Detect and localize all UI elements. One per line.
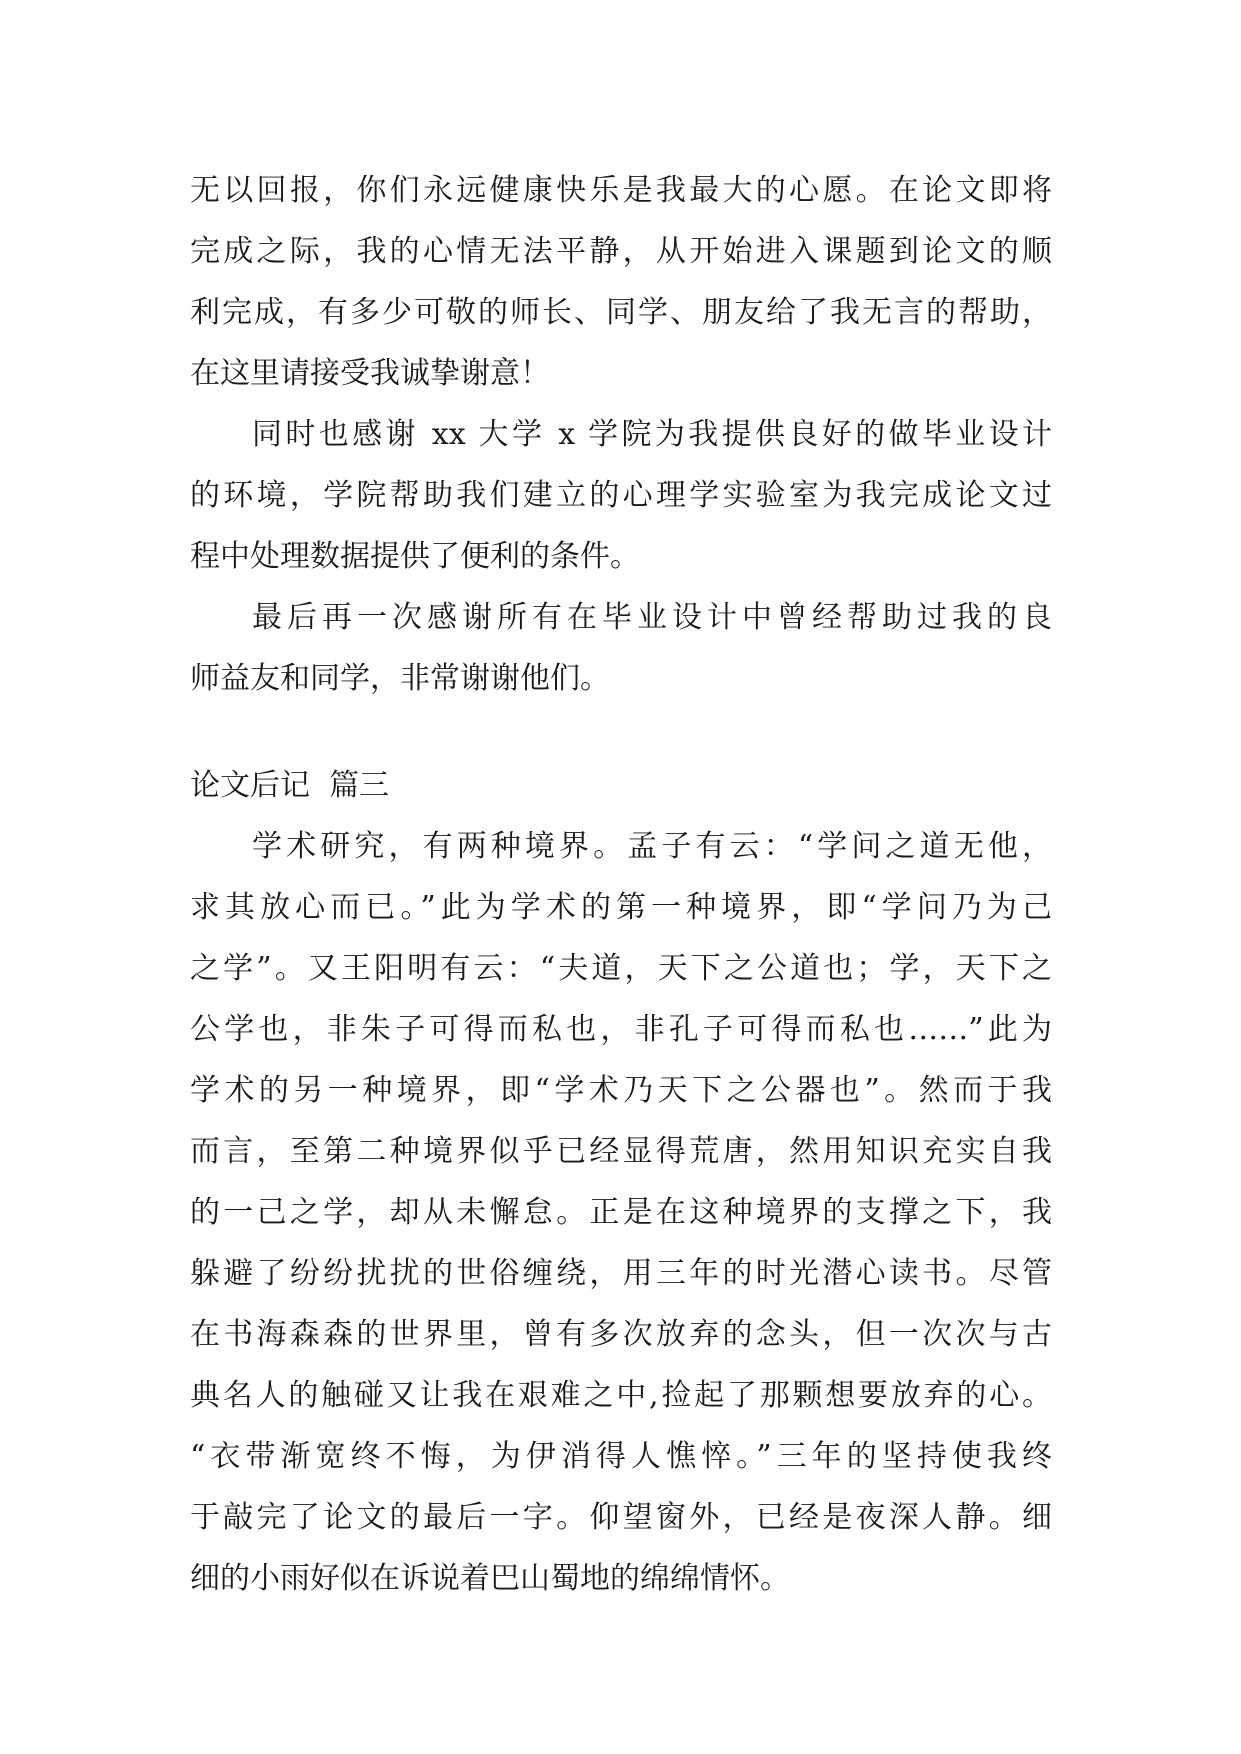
text-line: 同时也感谢 xx 大学 x 学院为我提供良好的做毕业设计 bbox=[252, 417, 1052, 452]
text-line: 之学”。又王阳明有云：“夫道，天下之公道也；学，天下之 bbox=[190, 951, 1052, 986]
text-line: 细的小雨好似在诉说着巴山蜀地的绵绵情怀。 bbox=[190, 1561, 790, 1596]
text-line: 完成之际，我的心情无法平静，从开始进入课题到论文的顺 bbox=[190, 234, 1052, 269]
text-line: 在这里请接受我诚挚谢意！ bbox=[190, 356, 550, 391]
text-line: 在书海森森的世界里，曾有多次放弃的念头，但一次次与古 bbox=[190, 1317, 1052, 1352]
text-line: 典名人的触碰又让我在艰难之中,捡起了那颗想要放弃的心。 bbox=[190, 1378, 1052, 1413]
text-line: 躲避了纷纷扰扰的世俗缠绕，用三年的时光潜心读书。尽管 bbox=[190, 1256, 1052, 1291]
text-line: 最后再一次感谢所有在毕业设计中曾经帮助过我的良 bbox=[252, 600, 1052, 635]
text-line: 程中处理数据提供了便利的条件。 bbox=[190, 539, 640, 574]
paragraph-academic-research bbox=[190, 816, 1052, 1609]
text-line: 的一己之学，却从未懈怠。正是在这种境界的支撑之下，我 bbox=[190, 1195, 1052, 1230]
paragraph-final-thanks bbox=[190, 587, 1052, 709]
text-line: 而言，至第二种境界似乎已经显得荒唐，然用知识充实自我 bbox=[190, 1134, 1052, 1169]
text-line: 师益友和同学，非常谢谢他们。 bbox=[190, 661, 610, 696]
text-line: 求其放心而已。”此为学术的第一种境界，即“学问乃为己 bbox=[190, 890, 1052, 925]
text-line: 学术的另一种境界，即“学术乃天下之公器也”。然而于我 bbox=[190, 1073, 1052, 1108]
text-line: 利完成，有多少可敬的师长、同学、朋友给了我无言的帮助， bbox=[190, 295, 1052, 330]
text-line: 学术研究，有两种境界。孟子有云：“学问之道无他， bbox=[252, 829, 1052, 864]
paragraph-gratitude-university bbox=[190, 404, 1052, 587]
document-body bbox=[190, 160, 1052, 1609]
paragraph-gratitude-parents bbox=[190, 160, 1052, 404]
text-line: 的环境，学院帮助我们建立的心理学实验室为我完成论文过 bbox=[190, 478, 1052, 513]
text-line: 无以回报，你们永远健康快乐是我最大的心愿。在论文即将 bbox=[190, 173, 1052, 208]
text-line: “衣带渐宽终不悔，为伊消得人憔悴。”三年的坚持使我终 bbox=[190, 1439, 1052, 1474]
text-line: 公学也，非朱子可得而私也，非孔子可得而私也……”此为 bbox=[190, 1012, 1052, 1047]
text-line: 于敲完了论文的最后一字。仰望窗外，已经是夜深人静。细 bbox=[190, 1500, 1052, 1535]
paragraph-spacer bbox=[190, 709, 1052, 755]
section-heading: 论文后记 篇三 bbox=[190, 768, 390, 803]
